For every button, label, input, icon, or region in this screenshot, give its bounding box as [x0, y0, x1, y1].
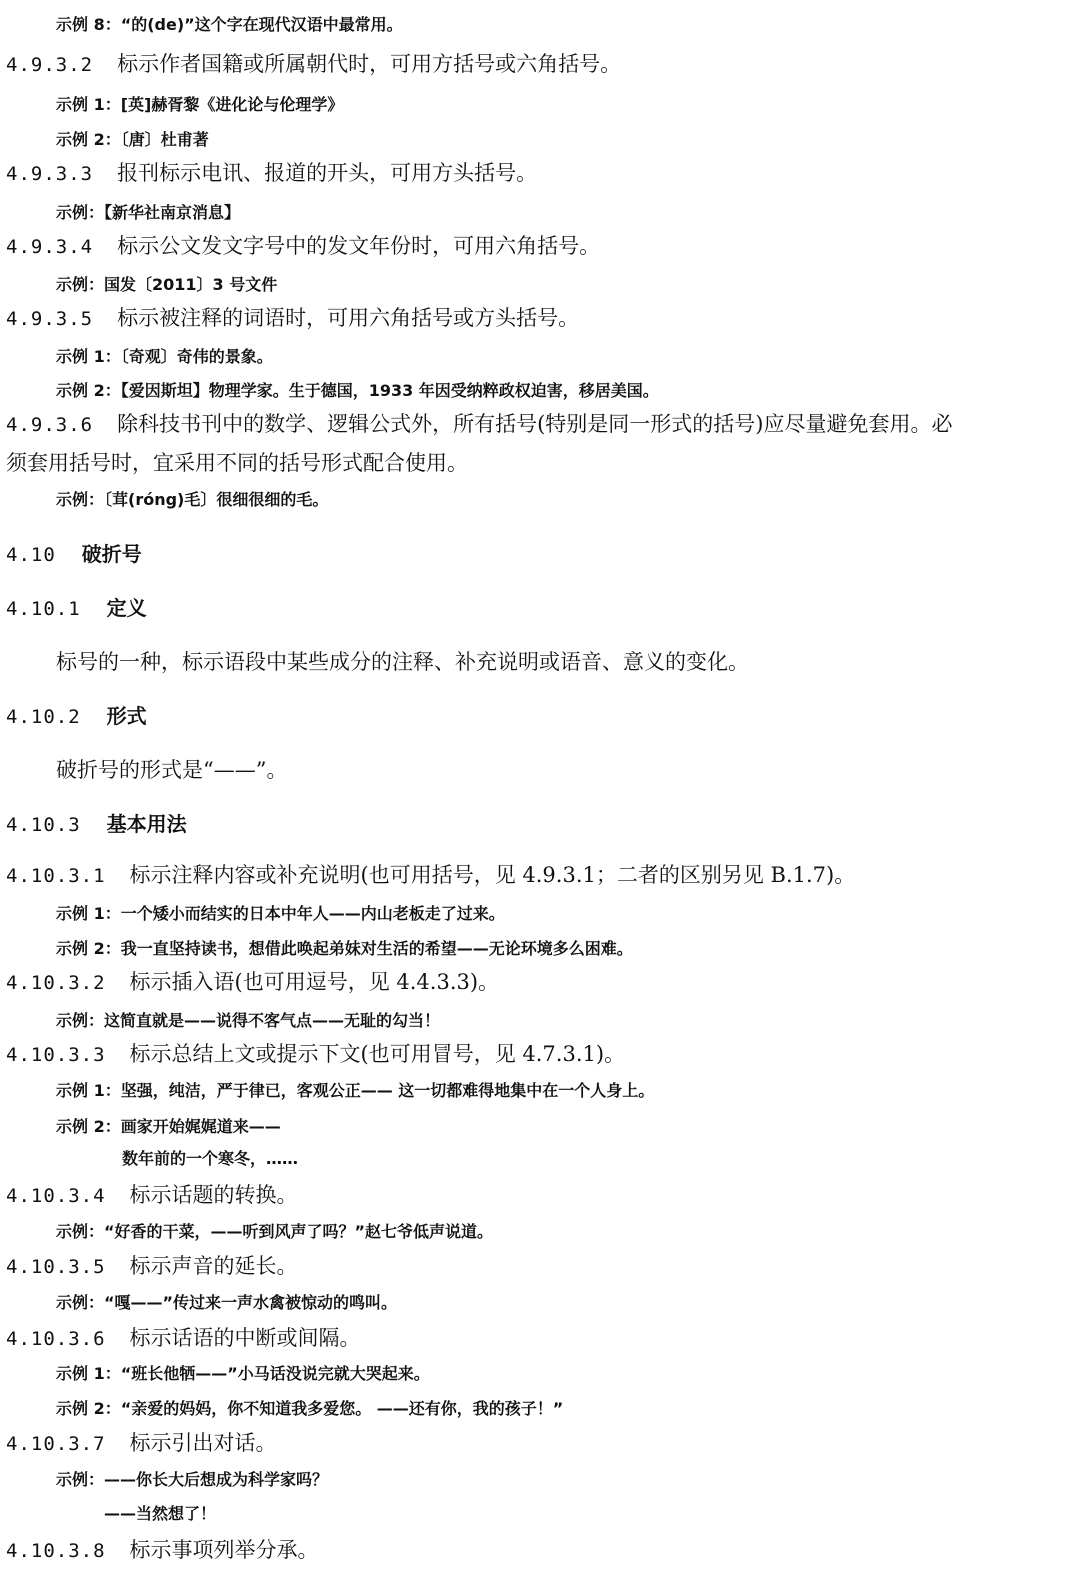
clause-text: 除科技书刊中的数学、逻辑公式外，所有括号(特别是同一形式的括号)应尽量避免套用。必 — [117, 412, 953, 436]
example-line: 示例：国发〔2011〕3 号文件 — [56, 275, 278, 294]
clause-line — [6, 1322, 361, 1352]
example-line: 示例 2：【爱因斯坦】物理学家。生于德国，1933 年因受纳粹政权迫害，移居美国。 — [56, 381, 659, 400]
section-heading — [6, 538, 142, 567]
heading-text: 破折号 — [81, 542, 142, 566]
heading-text: 定义 — [106, 596, 147, 620]
heading-number: 4.10.3 — [6, 814, 81, 836]
clause-number: 4.9.3.5 — [6, 308, 94, 330]
example-line: 示例：【新华社南京消息】 — [56, 203, 241, 222]
clause-text: 标示引出对话。 — [129, 1431, 277, 1455]
example-line: 示例 1：“班长他牺——”小马话没说完就大哭起来。 — [56, 1364, 430, 1383]
example-line: 示例：〔茸(róng)毛〕很细很细的毛。 — [56, 490, 329, 509]
body-paragraph: 标号的一种，标示语段中某些成分的注释、补充说明或语音、意义的变化。 — [56, 650, 749, 674]
heading-number: 4.10.2 — [6, 706, 81, 728]
clause-number: 4.10.3.1 — [6, 865, 106, 887]
example-line: 示例 1：坚强，纯洁，严于律已，客观公正—— 这一切都难得地集中在一个人身上。 — [56, 1081, 655, 1100]
clause-number: 4.9.3.6 — [6, 414, 94, 436]
example-line: 示例 1：一个矮小而结实的日本中年人——内山老板走了过来。 — [56, 904, 505, 923]
clause-text: 标示注释内容或补充说明(也可用括号，见 4.9.3.1；二者的区别另见 B.1.7)。 — [129, 863, 856, 887]
example-line: 示例：这简直就是——说得不客气点——无耻的勾当！ — [56, 1011, 441, 1030]
clause-number: 4.10.3.3 — [6, 1044, 106, 1066]
clause-line — [6, 302, 579, 332]
clause-line — [6, 1250, 298, 1280]
clause-line — [6, 859, 855, 889]
clause-text: 标示公文发文字号中的发文年份时，可用六角括号。 — [117, 234, 601, 258]
section-heading — [6, 808, 187, 837]
example-line: 示例 2：我一直坚持读书，想借此唤起弟妹对生活的希望——无论环境多么困难。 — [56, 939, 633, 958]
clause-number: 4.10.3.7 — [6, 1433, 106, 1455]
clause-number: 4.10.3.5 — [6, 1256, 106, 1278]
clause-number: 4.9.3.2 — [6, 54, 94, 76]
clause-number: 4.10.3.2 — [6, 972, 106, 994]
example-line: 示例：“好香的干菜，——听到风声了吗？”赵七爷低声说道。 — [56, 1222, 494, 1241]
clause-number: 4.9.3.4 — [6, 236, 94, 258]
clause-text: 标示被注释的词语时，可用六角括号或方头括号。 — [117, 306, 580, 330]
example-continuation: ——当然想了！ — [104, 1504, 217, 1523]
body-paragraph: 破折号的形式是“——”。 — [56, 758, 288, 782]
clause-line — [6, 1534, 319, 1564]
example-line: 示例 2：“亲爱的妈妈，你不知道我多爱您。 ——还有你，我的孩子！” — [56, 1399, 564, 1418]
clause-text: 报刊标示电讯、报道的开头，可用方头括号。 — [117, 161, 538, 185]
clause-text: 标示总结上文或提示下文(也可用冒号，见 4.7.3.1)。 — [129, 1042, 626, 1066]
clause-text: 标示事项列举分承。 — [129, 1538, 319, 1562]
clause-text: 标示声音的延长。 — [129, 1254, 298, 1278]
example-line: 示例 1：〔奇观〕奇伟的景象。 — [56, 347, 273, 366]
clause-line — [6, 48, 621, 78]
clause-line — [6, 408, 952, 438]
clause-text: 标示话语的中断或间隔。 — [129, 1326, 361, 1350]
section-heading — [6, 700, 147, 729]
clause-number: 4.10.3.6 — [6, 1328, 106, 1350]
heading-text: 基本用法 — [106, 812, 187, 836]
example-line: 示例 1：[英]赫胥黎《进化论与伦理学》 — [56, 95, 344, 114]
clause-line — [6, 1038, 625, 1068]
clause-number: 4.10.3.4 — [6, 1185, 106, 1207]
section-heading — [6, 592, 147, 621]
example-line: 示例：——你长大后想成为科学家吗？ — [56, 1470, 329, 1489]
clause-text: 标示话题的转换。 — [129, 1183, 298, 1207]
clause-continuation: 须套用括号时，宜采用不同的括号形式配合使用。 — [6, 451, 468, 475]
heading-number: 4.10 — [6, 544, 56, 566]
clause-line — [6, 1179, 298, 1209]
example-continuation: 数年前的一个寒冬，…… — [122, 1149, 299, 1168]
clause-number: 4.10.3.8 — [6, 1540, 106, 1562]
example-line: 示例 2：〔唐〕杜甫著 — [56, 130, 209, 149]
clause-line — [6, 157, 537, 187]
clause-line — [6, 1427, 277, 1457]
heading-text: 形式 — [106, 704, 147, 728]
example-line: 示例：“嘎——”传过来一声水禽被惊动的鸣叫。 — [56, 1293, 398, 1312]
example-line: 示例 2：画家开始娓娓道来—— — [56, 1117, 281, 1136]
clause-number: 4.9.3.3 — [6, 163, 94, 185]
heading-number: 4.10.1 — [6, 598, 81, 620]
example-line: 示例 8：“的(de)”这个字在现代汉语中最常用。 — [56, 15, 403, 34]
clause-text: 标示插入语(也可用逗号，见 4.4.3.3)。 — [129, 970, 500, 994]
clause-text: 标示作者国籍或所属朝代时，可用方括号或六角括号。 — [117, 52, 622, 76]
clause-line — [6, 230, 600, 260]
clause-line — [6, 966, 499, 996]
